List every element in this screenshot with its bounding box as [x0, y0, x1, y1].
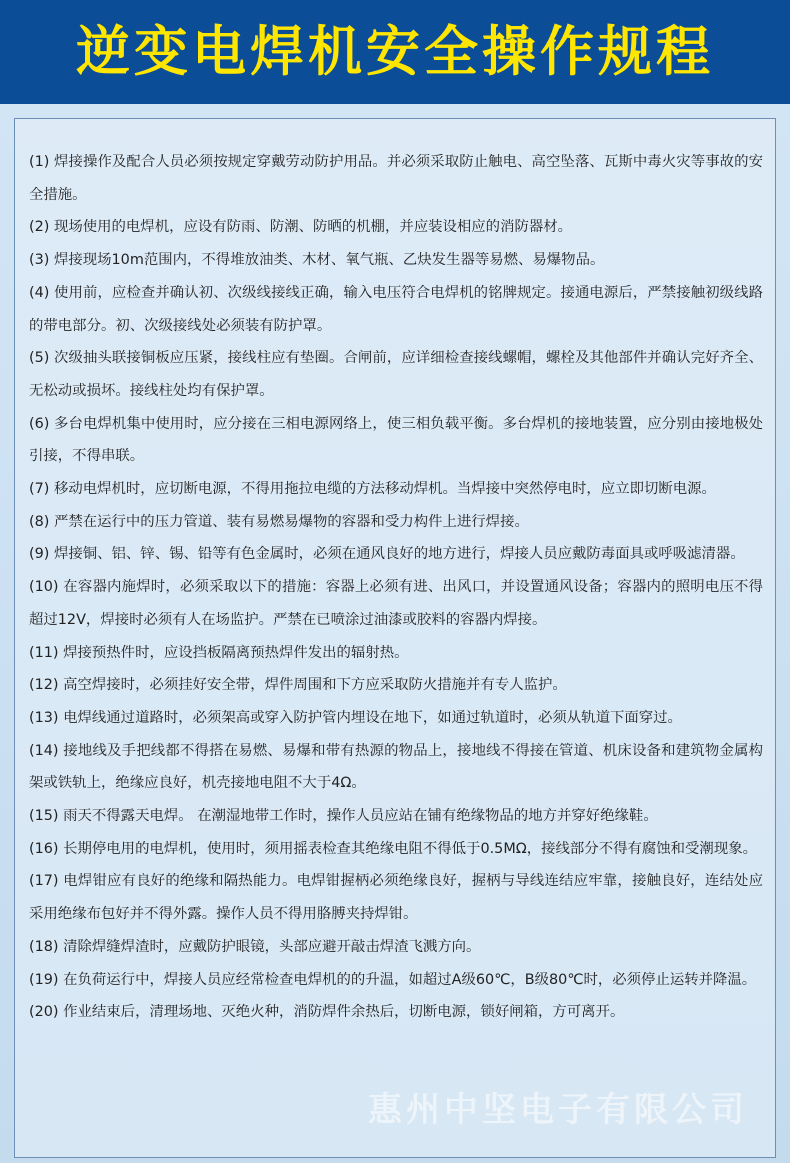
- rule-item-19: (19) 在负荷运行中，焊接人员应经常检查电焊机的的升温，如超过A级60℃，B级80℃时，必须停止运转并降温。: [29, 971, 757, 988]
- rule-item-18: (18) 清除焊缝焊渣时，应戴防护眼镜，头部应避开敲击焊渣飞溅方向。: [29, 938, 481, 955]
- rule-item-3: (3) 焊接现场10m范围内，不得堆放油类、木材、氧气瓶、乙炔发生器等易燃、易爆物品。: [29, 252, 605, 269]
- company-watermark: 惠州中坚电子有限公司: [368, 1090, 748, 1130]
- rule-item-20: (20) 作业结束后，清理场地、灭绝火种，消防焊件余热后，切断电源，锁好闸箱，方可离开。: [29, 1004, 625, 1021]
- rule-item-2: (2) 现场使用的电焊机，应设有防雨、防潮、防晒的机棚，并应装设相应的消防器材。: [29, 219, 573, 236]
- rule-item-7: (7) 移动电焊机时，应切断电源，不得用拖拉电缆的方法移动焊机。当焊接中突然停电时，应立即切断电源。: [29, 481, 716, 498]
- rule-item-1: (1) 焊接操作及配合人员必须按规定穿戴劳动防护用品。并必须采取防止触电、高空坠落、瓦斯中毒火灾等事故的安全措施。: [29, 154, 763, 203]
- rule-item-8: (8) 严禁在运行中的压力管道、装有易燃易爆物的容器和受力构件上进行焊接。: [29, 513, 529, 530]
- page-title: 逆变电焊机安全操作规程: [76, 20, 714, 83]
- content-panel: [0, 104, 790, 1163]
- header-banner: [0, 0, 790, 104]
- rule-item-12: (12) 高空焊接时，必须挂好安全带，焊件周围和下方应采取防火措施并有专人监护。: [29, 677, 567, 694]
- rule-item-6: (6) 多台电焊机集中使用时，应分接在三相电源网络上，使三相负载平衡。多台焊机的接地装置，应分别由接地极处引接，不得串联。: [29, 415, 763, 465]
- rule-item-5: (5) 次级抽头联接铜板应压紧，接线柱应有垫圈。合闸前，应详细检查接线螺帽，螺栓及其他部件并确认完好齐全、无松动或损坏。接线柱处均有保护罩。: [29, 350, 763, 399]
- rule-item-17: (17) 电焊钳应有良好的绝缘和隔热能力。电焊钳握柄必须绝缘良好，握柄与导线连结应牢靠，接触良好，连结处应采用绝缘布包好并不得外露。操作人员不得用胳膊夹持焊钳。: [29, 873, 763, 923]
- rule-item-4: (4) 使用前，应检查并确认初、次级线接线正确，输入电压符合电焊机的铭牌规定。接通电源后，严禁接触初级线路的带电部分。初、次级接线处必须装有防护罩。: [29, 284, 763, 334]
- rule-item-11: (11) 焊接预热件时，应设挡板隔离预热焊件发出的辐射热。: [29, 644, 409, 661]
- rule-item-15: (15) 雨天不得露天电焊。 在潮湿地带工作时，操作人员应站在铺有绝缘物品的地方并穿好绝缘鞋。: [29, 808, 658, 825]
- rules-box: [14, 118, 776, 1158]
- rule-item-16: (16) 长期停电用的电焊机，使用时，须用摇表检查其绝缘电阻不得低于0.5MΩ，接线部分不得有腐蚀和受潮现象。: [29, 840, 757, 857]
- rule-item-13: (13) 电焊线通过道路时，必须架高或穿入防护管内埋设在地下，如通过轨道时，必须从轨道下面穿过。: [29, 709, 682, 726]
- rule-item-14: (14) 接地线及手把线都不得搭在易燃、易爆和带有热源的物品上，接地线不得接在管道、机床设备和建筑物金属构架或铁轨上，绝缘应良好，机壳接地电阻不大于4Ω。: [29, 742, 763, 792]
- rule-item-9: (9) 焊接铜、铝、锌、锡、铅等有色金属时，必须在通风良好的地方进行，焊接人员应戴防毒面具或呼吸滤清器。: [29, 546, 745, 563]
- rule-item-10: (10) 在容器内施焊时，必须采取以下的措施：容器上必须有进、出风口，并设置通风设备；容器内的照明电压不得超过12V，焊接时必须有人在场监护。严禁在已喷涂过油漆或胶料的容器内焊接。: [29, 579, 763, 628]
